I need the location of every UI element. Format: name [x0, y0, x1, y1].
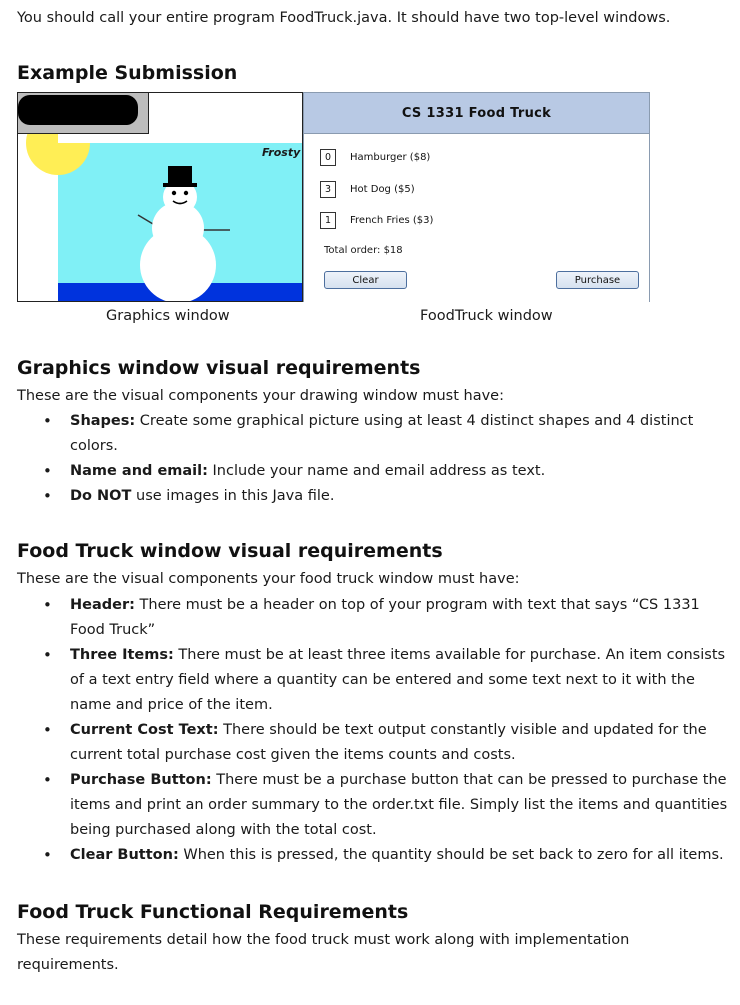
list-item: • Name and email: Include your name and email address as text. — [17, 459, 732, 484]
graphics-requirements-list — [17, 409, 732, 509]
item-label: French Fries ($3) — [350, 215, 434, 226]
intro-text: You should call your entire program FoodTruck.java. It should have two top-level windows. — [17, 10, 671, 26]
clear-button[interactable]: Clear — [324, 271, 407, 289]
list-item: • Header: There must be a header on top of your program with text that says “CS 1331 Food Truck” — [17, 593, 732, 643]
item-label: Hot Dog ($5) — [350, 184, 415, 195]
functional-section-heading: Food Truck Functional Requirements — [17, 901, 409, 923]
visual-section-intro: These are the visual components your food truck window must have: — [17, 571, 520, 587]
graphics-window-example — [17, 92, 303, 302]
total-order-text: Total order: $18 — [324, 245, 403, 256]
list-item: • Purchase Button: There must be a purchase button that can be pressed to purchase the items and print an order summary to the order.txt file. Simply list the items and quantities being purchased along with the total cost. — [17, 768, 732, 843]
item-label: Hamburger ($8) — [350, 152, 431, 163]
functional-section-intro: These requirements detail how the food truck must work along with implementation requirements. — [17, 932, 630, 973]
item-row-fries — [320, 212, 433, 229]
list-item: • Shapes: Create some graphical picture using at least 4 distinct shapes and 4 distinct colors. — [17, 409, 732, 459]
frosty-label: Frosty — [262, 146, 301, 159]
quantity-field-fries[interactable]: 1 — [320, 212, 336, 229]
visual-section-heading: Food Truck window visual requirements — [17, 540, 443, 562]
quantity-field-hamburger[interactable]: 0 — [320, 149, 336, 166]
graphics-caption: Graphics window — [106, 308, 230, 324]
list-item: • Current Cost Text: There should be text output constantly visible and updated for the current total purchase cost given the items counts and costs. — [17, 718, 732, 768]
example-heading: Example Submission — [17, 62, 238, 84]
list-item: • Do NOT use images in this Java file. — [17, 484, 732, 509]
foodtruck-window-example — [303, 92, 650, 302]
list-item: • Three Items: There must be at least three items available for purchase. An item consists of a text entry field where a quantity can be entered and some text next to it with the name and price of the item. — [17, 643, 732, 718]
foodtruck-caption: FoodTruck window — [420, 308, 553, 324]
foodtruck-header: CS 1331 Food Truck — [304, 93, 649, 134]
purchase-button[interactable]: Purchase — [556, 271, 639, 289]
list-item: • Clear Button: When this is pressed, the quantity should be set back to zero for all items. — [17, 843, 732, 868]
item-row-hamburger — [320, 149, 430, 166]
item-row-hotdog — [320, 181, 415, 198]
graphics-section-heading: Graphics window visual requirements — [17, 357, 421, 379]
redacted-title — [18, 95, 138, 125]
quantity-field-hotdog[interactable]: 3 — [320, 181, 336, 198]
graphics-section-intro: These are the visual components your drawing window must have: — [17, 388, 504, 404]
visual-requirements-list — [17, 593, 732, 868]
